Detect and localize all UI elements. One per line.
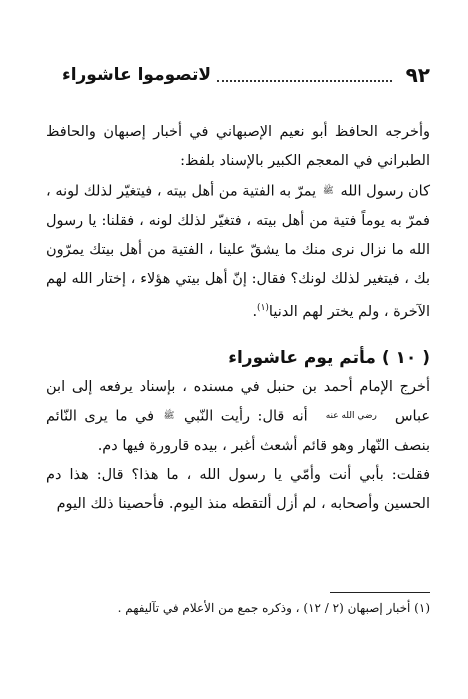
salawat-honorific-icon-2: ﷺ — [163, 411, 175, 421]
paragraph-1: وأخرجه الحافظ أبو نعيم الإصبهاني في أخبار إصبهان والحافظ الطبراني في المعجم الكبير بالإسناد بلفظ: — [46, 124, 430, 169]
salawat-honorific-icon: ﷺ — [322, 186, 334, 196]
paragraph-2-start: كان رسول الله — [340, 183, 431, 200]
page-number: ٩٢ — [405, 63, 430, 87]
footnote-reference: (١) — [257, 302, 269, 313]
paragraph-3-end: في ما يرى النّائم بنصف النّهار وهو قائم أشعث أغبر ، بيده قارورة فيها دم. — [46, 408, 430, 454]
paragraph-2-end: . — [252, 303, 258, 320]
dotted-leader — [217, 68, 392, 82]
footnote-divider — [330, 592, 430, 593]
paragraph-3-middle: أنه قال: رأيت النّبي — [183, 408, 308, 425]
running-header — [62, 62, 430, 88]
footnote: (١) أخبار إصبهان (٢ / ١٢) ، وذكره جمع من الأعلام في تآليفهم . — [117, 601, 430, 615]
paragraph-3 — [46, 373, 430, 461]
section-heading: ( ١٠ ) مأتم يوم عاشوراء — [228, 348, 430, 368]
paragraph-2 — [46, 177, 430, 326]
running-title: لاتصوموا عاشوراء — [62, 65, 212, 85]
radhiya-honorific-icon: رضي الله عنه — [325, 411, 377, 421]
paragraph-2-body: يمرّ به الفتية من أهل بيته ، فيتغيّر لذلك لونه ، فمرّ به يوماً فتية من أهل بيته ، فتغيّر لذلك لونه ، فقلنا: يا رسول الله ما نزال نرى منك ما يشقّ علينا ، الفتية من أهل بيتك يمرّون بك ، فيتغير لذلك لونك؟ فقال: إنّ أهل بيتي هؤلاء ، إختار الله لهم الآخرة ، ولم يختر لهم الدنيا — [46, 183, 430, 320]
paragraph-3-start: أخرج الإمام أحمد بن حنبل في مسنده ، بإسناد يرفعه إلى ابن عباس — [46, 379, 431, 425]
paragraph-4: فقلت: بأبي أنت وأمّي يا رسول الله ، ما هذا؟ قال: هذا دم الحسين وأصحابه ، لم أزل ألتقطه منذ اليوم. فأحصينا ذلك اليوم — [46, 467, 430, 512]
